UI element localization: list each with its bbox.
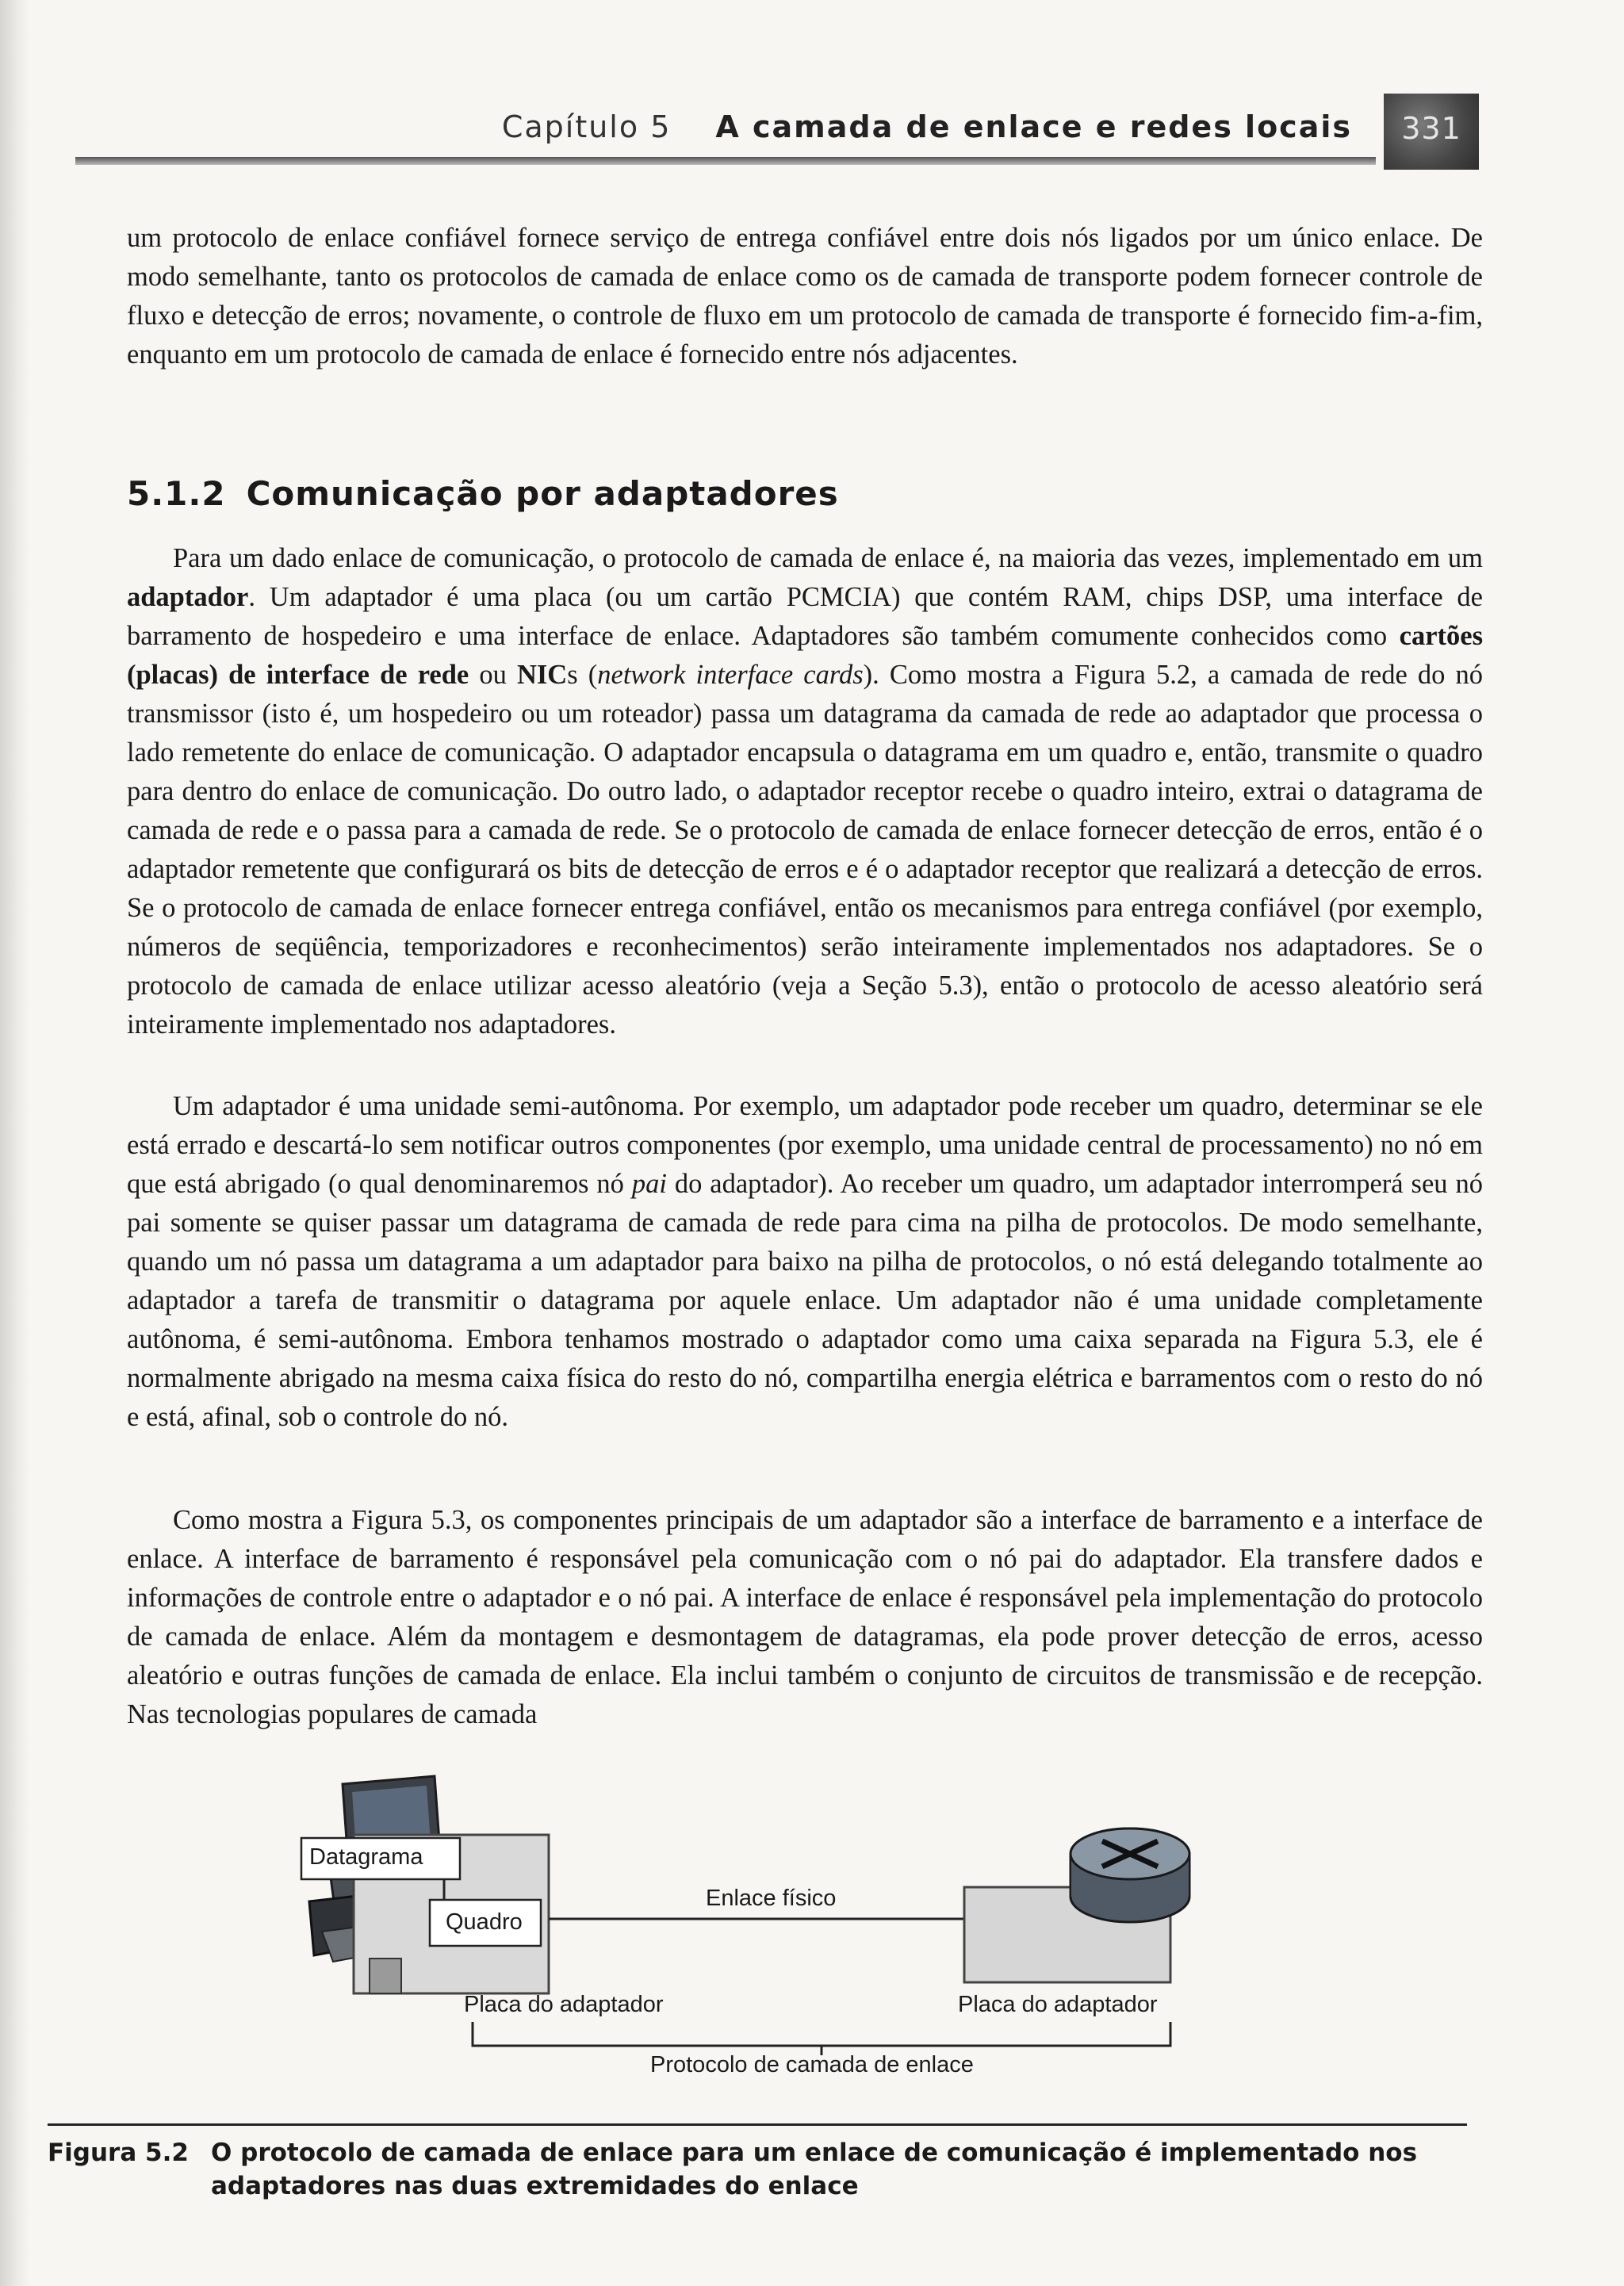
paragraph-components [127, 1501, 1483, 1734]
term-nic: NIC [516, 660, 568, 690]
term-nic-long: cartões (placas) de interface de rede [127, 621, 1483, 690]
term-english: network interface cards [597, 660, 864, 690]
paragraph-adapters [127, 539, 1483, 1044]
section-title: Comunicação por adaptadores [246, 474, 839, 513]
running-header [75, 95, 1479, 167]
text-run: . Um adaptador é uma placa (ou um cartão PCMCIA) que contém RAM, chips DSP, uma interface de barramento de hospedeiro e uma interface de enlace. Adaptadores são também comumente conhecidos como [127, 582, 1483, 651]
header-rule [75, 157, 1376, 165]
figure-caption [48, 2136, 1467, 2203]
chapter-title: A camada de enlace e redes locais [715, 109, 1352, 144]
text-run: Para um dado enlace de comunicação, o protocolo de camada de enlace é, na maioria das vezes, implementado em um [173, 543, 1483, 573]
protocol-bracket [473, 2022, 1170, 2046]
section-number: 5.1.2 [127, 474, 226, 513]
header-text [502, 109, 1352, 144]
book-spine-shadow [0, 0, 30, 2286]
section-heading [127, 474, 839, 513]
label-quadro: Quadro [446, 1909, 523, 1935]
text-run: ). Como mostra a Figura 5.2, a camada de rede do nó transmissor (isto é, um hospedeiro ou um roteador) passa um datagrama da camada de rede ao adaptador que processa o lado remetente do enlace de comunicação. O adaptador encapsula o datagrama em um quadro e, então, transmite o quadro para dentro do enlace de comunicação. Do outro lado, o adaptador receptor recebe o quadro inteiro, extrai o datagrama de camada de rede e o passa para a camada de rede. Se o protocolo de camada de enlace fornecer detecção de erros, então é o adaptador remetente que configurará os bits de detecção de erros e é o adaptador receptor que realizará a detecção de erros. Se o protocolo de camada de enlace fornecer entrega confiável, então os mecanismos para entrega confiável (por exemplo, números de seqüência, temporizadores e reconhecimentos) serão inteiramente implementados nos adaptadores. Se o protocolo de camada de enlace utilizar acesso aleatório (veja a Seção 5.3), então o protocolo de acesso aleatório será inteiramente implementado nos adaptadores. [127, 660, 1483, 1040]
caption-number: Figura 5.2 [48, 2139, 189, 2167]
paragraph-text [127, 539, 1483, 1044]
text-run: ou [469, 660, 517, 690]
card-connector [370, 1959, 401, 1993]
caption-text: O protocolo de camada de enlace para um enlace de comunicação é implementado nos adaptadores nas duas extremidades do enlace [211, 2139, 1418, 2200]
paragraph-semi-autonomous [127, 1087, 1483, 1437]
caption-rule [48, 2123, 1467, 2126]
page-number-box [1384, 94, 1479, 170]
text-run: s ( [567, 660, 598, 690]
paragraph-text: um protocolo de enlace confiável fornece serviço de entrega confiável entre dois nós ligados por um único enlace. De modo semelhante, tanto os protocolos de camada de enlace como os de camada de transporte podem fornecer controle de fluxo e detecção de erros; novamente, o controle de fluxo em um protocolo de camada de transporte é fornecido fim-a-fim, enquanto em um protocolo de camada de enlace é fornecido entre nós adjacentes. [127, 223, 1483, 370]
router-icon [1071, 1828, 1189, 1922]
label-protocolo: Protocolo de camada de enlace [650, 2052, 974, 2077]
text-run: do adaptador). Ao receber um quadro, um adaptador interromperá seu nó pai somente se quiser passar um datagrama de camada de rede para cima na pilha de protocolos. De modo semelhante, quando um nó passa um datagrama a um adaptador para baixo na pilha de protocolos, o nó está delegando totalmente ao adaptador a tarefa de transmitir o datagrama por aquele enlace. Um adaptador não é uma unidade completamente autônoma, é semi-autônoma. Embora tenhamos mostrado o adaptador como uma caixa separada na Figura 5.3, ele é normalmente abrigado na mesma caixa física do resto do nó, compartilha energia elétrica e barramentos com o resto do nó e está, afinal, sob o controle do nó. [127, 1169, 1483, 1432]
diagram-svg [262, 1768, 1253, 2085]
label-placa-adaptador-esquerda: Placa do adaptador [464, 1992, 664, 2017]
page-number: 331 [1401, 111, 1461, 146]
label-enlace-fisico: Enlace físico [706, 1886, 837, 1911]
term-adaptador: adaptador [127, 582, 249, 612]
paragraph-text [127, 1087, 1483, 1437]
paragraph-intro [127, 219, 1483, 374]
figure-5-2-diagram [262, 1768, 1253, 2085]
label-placa-adaptador-direita: Placa do adaptador [958, 1992, 1158, 2017]
chapter-label: Capítulo 5 [501, 109, 672, 144]
term-pai: pai [631, 1169, 667, 1199]
label-datagrama: Datagrama [309, 1844, 423, 1870]
text-run: Um adaptador é uma unidade semi-autônoma. Por exemplo, um adaptador pode receber um quadro, determinar se ele está errado e descartá-lo sem notificar outros componentes (por exemplo, uma unidade central de processamento) no nó em que está abrigado (o qual denominaremos nó [127, 1091, 1483, 1199]
paragraph-text: Como mostra a Figura 5.3, os componentes principais de um adaptador são a interface de barramento e a interface de enlace. A interface de barramento é responsável pela comunicação com o nó pai do adaptador. Ela transfere dados e informações de controle entre o adaptador e o nó pai. A interface de enlace é responsável pela implementação do protocolo de camada de enlace. Além da montagem e desmontagem de datagramas, ela pode prover detecção de erros, acesso aleatório e outras funções de camada de enlace. Ela inclui também o conjunto de circuitos de transmissão e de recepção. Nas tecnologias populares de camada [127, 1505, 1483, 1729]
